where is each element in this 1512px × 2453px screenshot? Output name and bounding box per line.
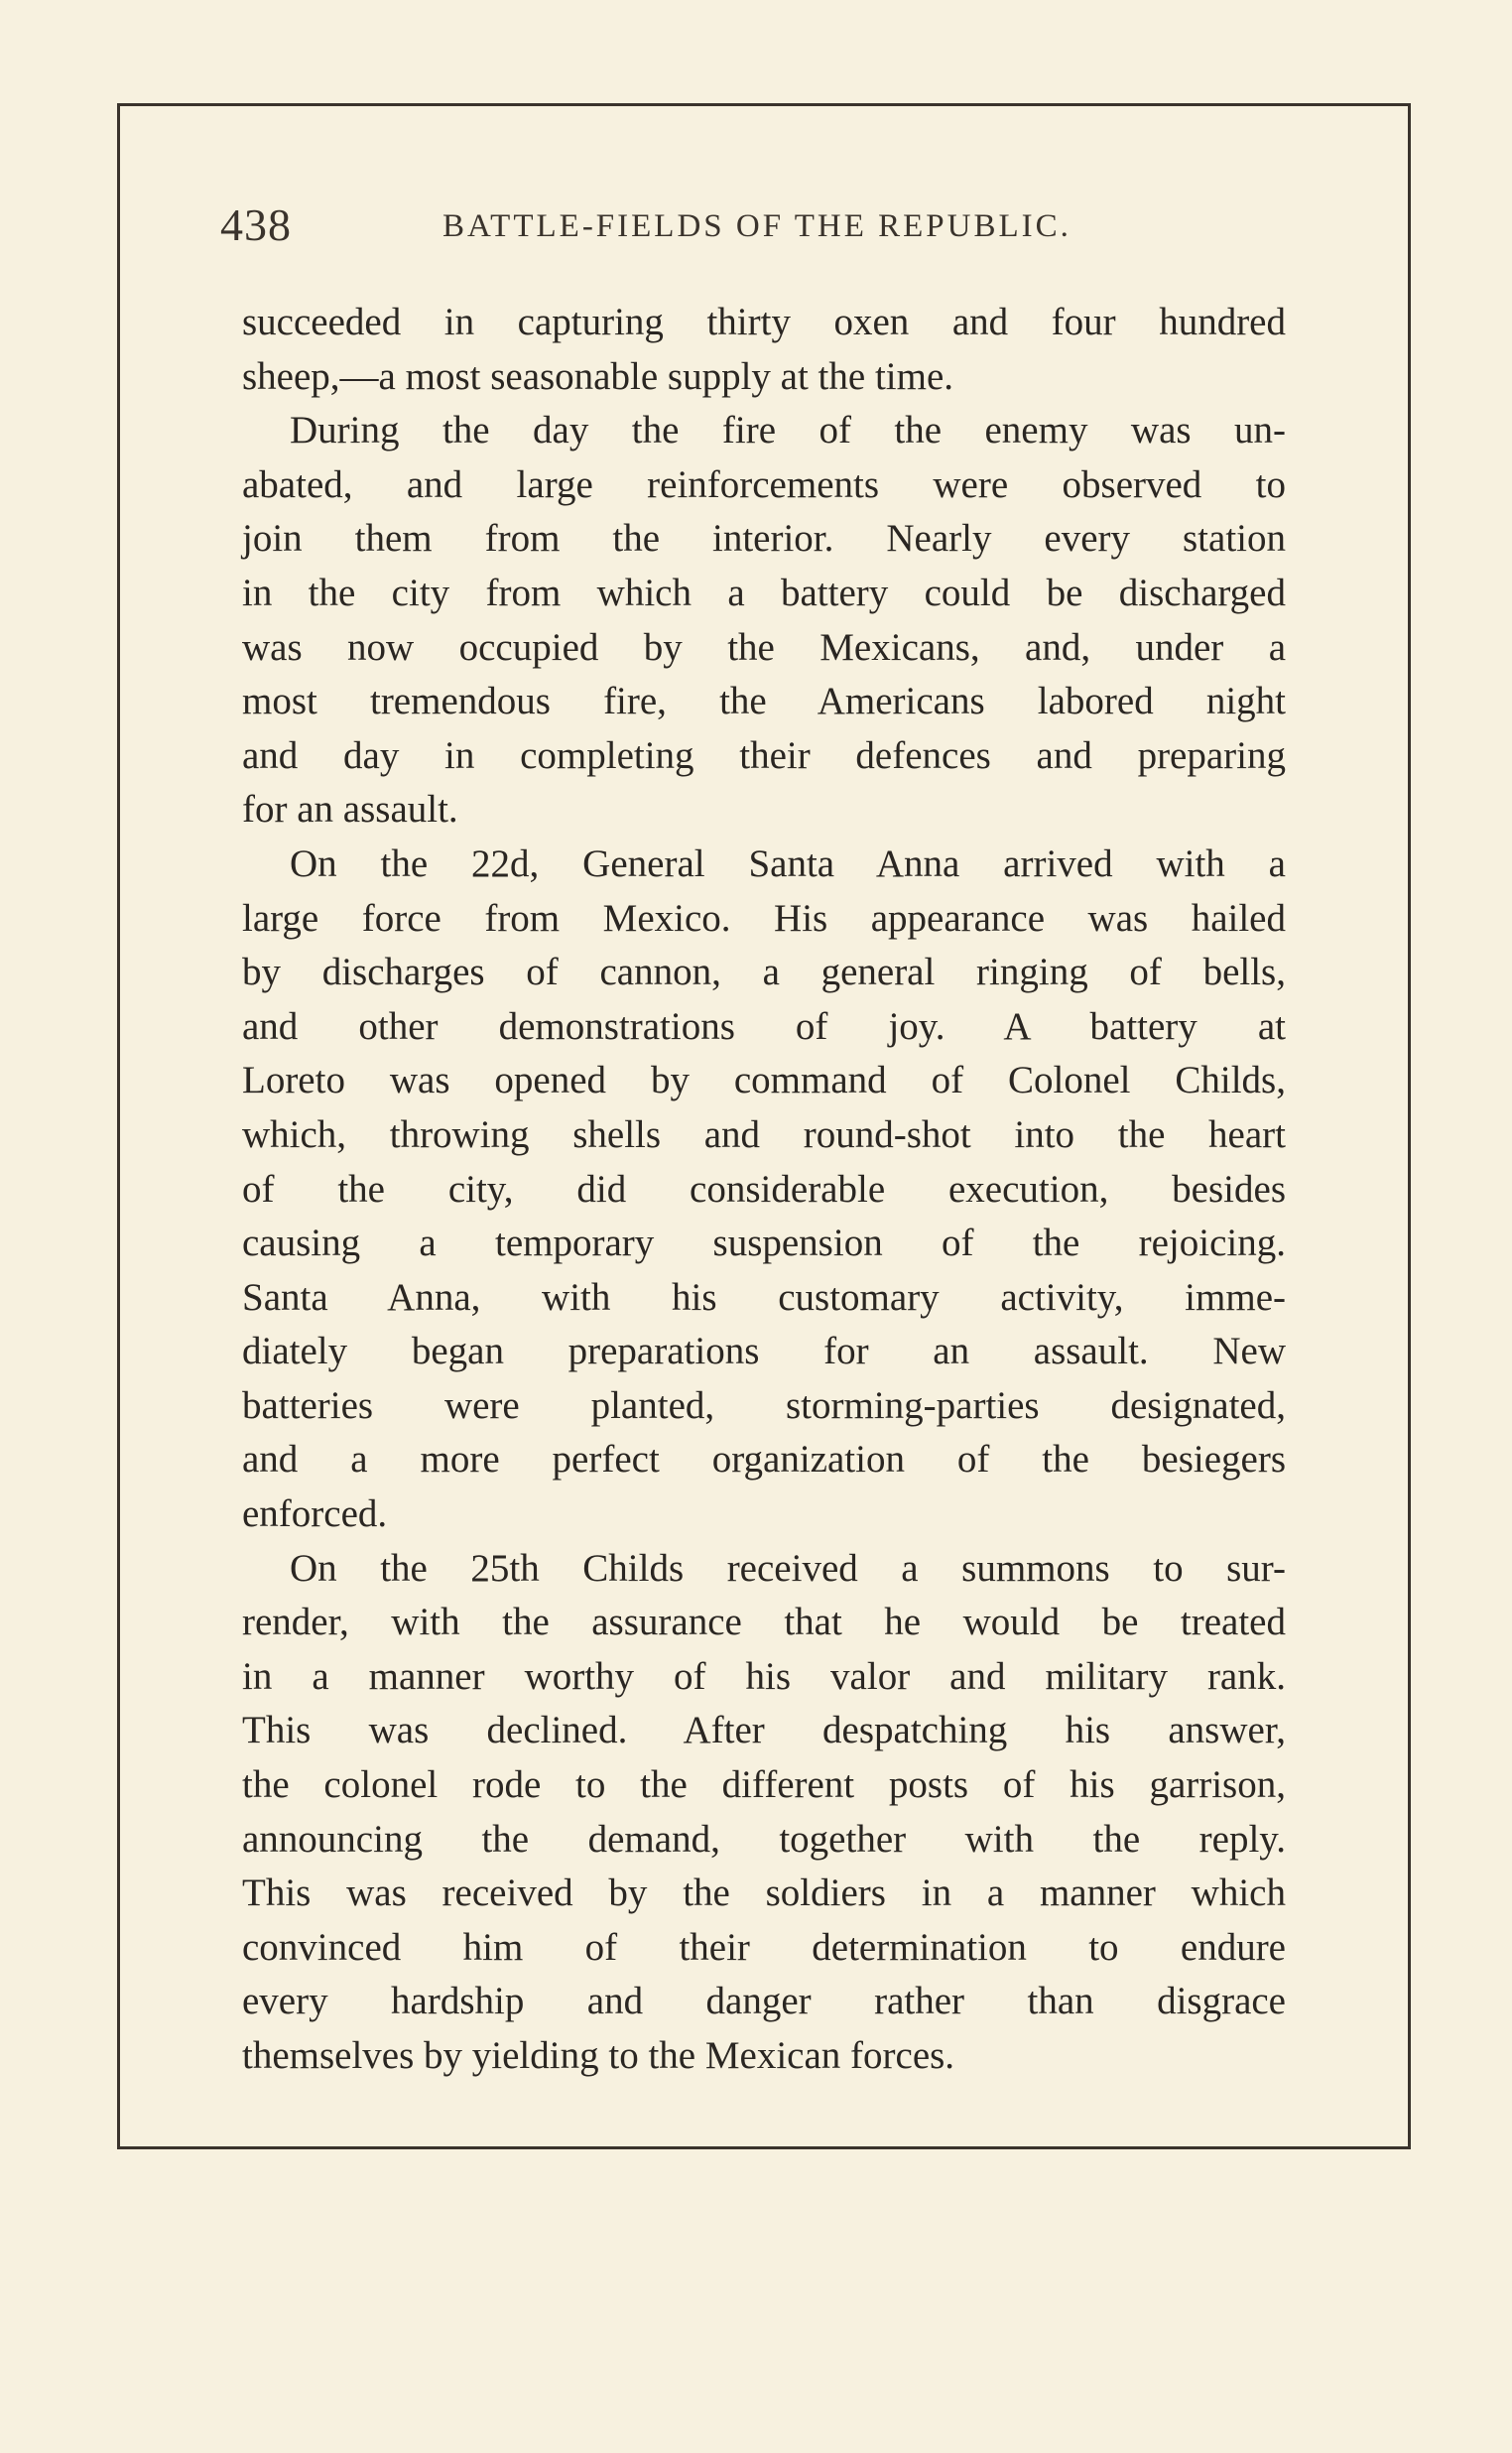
text-line: diately began preparations for an assault. New [242, 1330, 1286, 1373]
page-header [220, 198, 1292, 258]
text-line: abated, and large reinforcements were observed to [242, 462, 1286, 506]
page-number: 438 [220, 199, 292, 250]
text-line: join them from the interior. Nearly every station [242, 517, 1286, 561]
text-line: every hardship and danger rather than disgrace [242, 1980, 1286, 2023]
text-line: announcing the demand, together with the reply. [242, 1817, 1286, 1861]
text-line: On the 22d, General Santa Anna arrived with a [290, 841, 1286, 885]
text-line: of the city, did considerable execution, besides [242, 1167, 1286, 1211]
text-line: causing a temporary suspension of the rejoicing. [242, 1222, 1286, 1265]
text-line: most tremendous fire, the Americans labored night [242, 680, 1286, 723]
text-line: succeeded in capturing thirty oxen and four hundred [242, 301, 1286, 343]
text-line: and a more perfect organization of the besiegers [242, 1438, 1286, 1482]
text-line: and other demonstrations of joy. A battery at [242, 1004, 1286, 1048]
text-line: for an assault. [242, 788, 458, 832]
text-line: This was declined. After despatching his answer, [242, 1709, 1286, 1752]
text-line: batteries were planted, storming-parties designated, [242, 1383, 1286, 1427]
text-line: On the 25th Childs received a summons to sur- [290, 1546, 1286, 1590]
text-line: sheep,—a most seasonable supply at the time. [242, 354, 954, 398]
text-line: the colonel rode to the different posts of his garrison, [242, 1763, 1286, 1807]
text-line: convinced him of their determination to endure [242, 1925, 1286, 1969]
text-line: Santa Anna, with his customary activity, imme- [242, 1275, 1286, 1319]
text-line: Loreto was opened by command of Colonel Childs, [242, 1059, 1286, 1102]
text-line: in the city from which a battery could be discharged [242, 571, 1286, 614]
text-line: render, with the assurance that he would be treated [242, 1601, 1286, 1644]
running-head: BATTLE-FIELDS OF THE REPUBLIC. [442, 208, 1071, 244]
text-line: themselves by yielding to the Mexican forces. [242, 2034, 955, 2077]
text-line: by discharges of cannon, a general ringing of bells, [242, 951, 1286, 994]
text-line: large force from Mexico. His appearance was hailed [242, 896, 1286, 940]
text-line: During the day the fire of the enemy was un- [290, 409, 1286, 452]
body-text [242, 296, 1286, 2084]
text-line: and day in completing their defences and preparing [242, 733, 1286, 777]
text-line: This was received by the soldiers in a manner which [242, 1872, 1286, 1915]
text-line: was now occupied by the Mexicans, and, under a [242, 625, 1286, 669]
text-line: in a manner worthy of his valor and military rank. [242, 1654, 1286, 1698]
text-line: which, throwing shells and round-shot into the heart [242, 1112, 1286, 1156]
text-line: enforced. [242, 1492, 388, 1536]
